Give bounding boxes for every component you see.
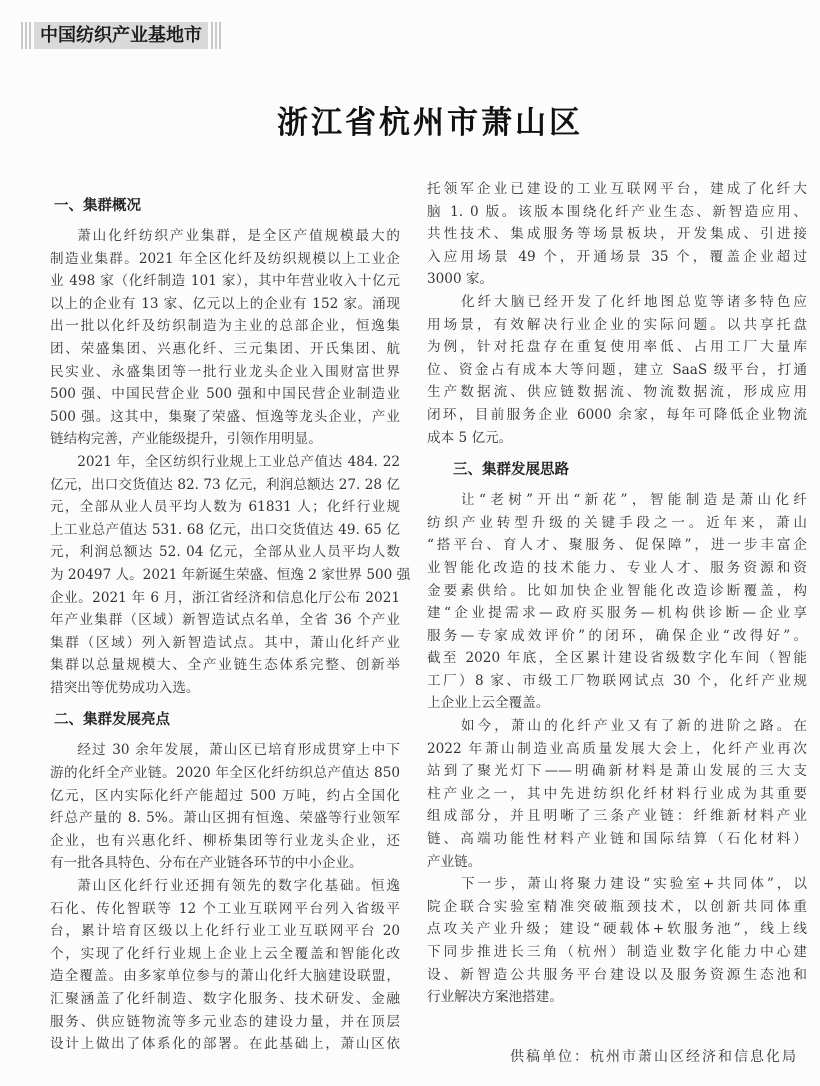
text-line: 站到了聚光灯下——明确新材料是萧山发展的三大支 [427,763,807,780]
text-line: 上企业上云全覆盖。 [427,695,550,712]
text-line: 2021 年，全区纺织行业规上工业总产值达 484. 22 [77,453,400,470]
paragraph [50,875,400,1056]
text-line: 亿元，出口交货值达 82. 73 亿元，利润总额达 27. 28 亿 [50,476,400,493]
text-line: 措突出等优势成功入选。 [50,679,200,696]
text-line: 托领军企业已建设的工业互联网平台，建成了化纤大 [427,181,807,197]
text-line: 企业。2021 年 6 月，浙江省经济和信息化厅公布 2021 [50,589,400,606]
text-line: 纺织产业转型升级的关键手段之一。近年来，萧山 [427,514,807,531]
text-line: 纤总产量的 8. 5%。萧山区拥有恒逸、荣盛等行业领军 [50,810,400,827]
text-line: 成本 5 亿元。 [427,429,513,446]
paragraph [427,178,807,291]
text-line: 组成部分，并且明晰了三条产业链：纤维新材料产业 [427,808,807,825]
text-line: 造全覆盖。由多家单位参与的萧山化纤大脑建设联盟， [50,968,400,985]
text-line: 位、资金占有成本大等问题，建立 SaaS 级平台，打通 [427,361,807,378]
text-line: 为 20497 人。2021 年新诞生荣盛、恒逸 2 家世界 500 强 [50,566,411,583]
text-line: 企业，也有兴惠化纤、柳桥集团等行业龙头企业，还 [50,832,400,849]
section-heading: 一、集群概况 [54,198,141,214]
text-line: 个，实现了化纤行业规上企业上云全覆盖和智能化改 [50,945,400,962]
text-line: 萧山化纤纺织产业集群，是全区产值规模最大的 [77,228,400,244]
text-line: 链结构完善，产业能级提升，引领作用明显。 [50,431,322,448]
text-line: 亿元，区内实际化纤产能超过 500 万吨，约占全国化 [50,787,400,804]
text-line: 柱产业之一，其中先进纺织化纤材料行业成为其重要 [427,785,807,802]
text-line: 工厂）8 家、市级工厂物联网试点 30 个，化纤产业规 [427,672,807,689]
section-heading: 三、集群发展思路 [453,462,569,479]
paragraph [427,873,807,1009]
text-line: “搭平台、育人才、聚服务、促保障”，进一步丰富企 [427,537,807,554]
text-line: 入应用场景 49 个，开通场景 35 个，覆盖企业超过 [427,248,807,265]
text-line: 院企联合实验室精准突破瓶颈技术，以创新共同体重 [427,898,807,915]
paragraph [427,291,807,449]
text-line: 化纤大脑已经开发了化纤地图总览等诸多特色应 [461,293,807,310]
text-line: 共性技术、集成服务等场景板块，开发集成、引进接 [427,226,807,243]
text-line: 下同步推进长三角（杭州）制造业数字化能力中心建 [427,944,807,960]
text-line: 金要素供给。比如加快企业智能化改造诊断覆盖，构 [427,582,807,599]
text-line: 业智能化改造的技术能力、专业人才、服务资源和资 [427,559,807,576]
text-line: 台，累计培育区级以上化纤行业工业互联网平台 20 [50,923,400,940]
paragraph [50,225,400,451]
text-line: 500 强。这其中，集聚了荣盛、恒逸等龙头企业，产业 [50,408,400,425]
text-line: 截至 2020 年底，全区累计建设省级数字化车间（智能 [427,650,807,667]
right-column [427,178,807,1009]
text-line: 有一批各具特色、分布在产业链各环节的中小企业。 [50,855,363,872]
paragraph [50,451,411,700]
text-line: 行业解决方案池搭建。 [427,989,563,1006]
section-tag-label: 中国纺织产业基地市 [34,22,208,49]
text-line: 服务、供应链物流等多元业态的建设力量，并在顶层 [50,1013,400,1030]
text-line: 让“老树”开出“新花”，智能制造是萧山化纤 [461,492,807,509]
decorative-bars-right [208,22,224,49]
text-line: 石化、传化智联等 12 个工业互联网平台列入省级平 [50,900,400,917]
text-line: 制造业集群。2021 年全区化纤及纺织规模以上工业企 [50,250,400,267]
article-title: 浙江省杭州市萧山区 [277,104,583,141]
text-line: 设计上做出了体系化的部署。在此基础上，萧山区依 [50,1036,400,1053]
decorative-bars-left [18,22,34,49]
paragraph [427,715,807,873]
paragraph [50,739,400,875]
text-line: 业 498 家（化纤制造 101 家），其中年营业收入十亿元 [50,273,400,290]
text-line: 设、新智造公共服务平台建设以及服务资源生态池和 [427,966,807,983]
text-line: 下一步，萧山将聚力建设“实验室+共同体”，以 [461,876,807,893]
text-line: 建“企业提需求—政府买服务—机构供诊断—企业享 [427,605,807,622]
text-line: 链、高端功能性材料产业链和国际结算（石化材料） [427,831,807,848]
text-line: 点攻关产业升级；建设“硬载体+软服务池”，线上线 [427,921,807,938]
contributor-credit: 供稿单位：杭州市萧山区经济和信息化局 [510,1049,798,1065]
text-line: 2022 年萧山制造业高质量发展大会上，化纤产业再次 [427,740,807,757]
text-line: 萧山区化纤行业还拥有领先的数字化基础。恒逸 [77,878,400,895]
text-line: 年产业集群（区域）新智造试点名单，全省 36 个产业 [50,612,400,629]
text-line: 为例，针对托盘存在重复使用率低、占用工厂大量库 [427,339,807,356]
text-line: 元，全部从业人员平均人数为 61831 人；化纤行业规 [50,499,400,516]
left-column [50,195,411,1056]
text-line: 以上的企业有 13 家、亿元以上的企业有 152 家。涌现 [50,295,400,312]
text-line: 脑 1. 0 版。该版本围绕化纤产业生态、新智造应用、 [427,203,807,220]
text-line: 汇聚涵盖了化纤制造、数字化服务、技术研发、金融 [50,991,400,1007]
text-line: 3000 家。 [427,271,494,288]
text-line: 游的化纤全产业链。2020 年全区化纤纺织总产值达 850 [50,765,400,782]
text-line: 上工业总产值达 531. 68 亿元，出口交货值达 49. 65 亿 [50,521,400,538]
text-line: 生产数据流、供应链数据流、物流数据流，形成应用 [427,384,807,401]
text-line: 闭环，目前服务企业 6000 余家，每年可降低企业物流 [427,406,807,423]
text-line: 经过 30 余年发展，萧山区已培育形成贯穿上中下 [77,742,400,759]
paragraph [427,489,807,715]
text-line: 产业链。 [427,853,482,870]
text-line: 出一批以化纤及纺织制造为主业的总部企业，恒逸集 [50,318,400,335]
text-line: 用场景，有效解决行业企业的实际问题。以共享托盘 [427,316,807,333]
text-line: 团、荣盛集团、兴惠化纤、三元集团、开氏集团、航 [50,340,400,357]
section-heading: 二、集群发展亮点 [54,712,170,729]
text-line: 500 强、中国民营企业 500 强和中国民营企业制造业 [50,386,400,403]
text-line: 如今，萧山的化纤产业又有了新的进阶之路。在 [461,718,807,735]
text-line: 集群（区域）列入新智造试点。其中，萧山化纤产业 [50,634,400,651]
text-line: 集群以总量规模大、全产业链生态体系完整、创新举 [50,657,400,674]
section-tag [18,22,224,49]
text-line: 民实业、永盛集团等一批行业龙头企业入围财富世界 [50,363,400,380]
text-line: 元，利润总额达 52. 04 亿元，全部从业人员平均人数 [50,544,400,561]
text-line: 服务—专家成效评价”的闭环，确保企业“改得好”。 [427,627,807,644]
